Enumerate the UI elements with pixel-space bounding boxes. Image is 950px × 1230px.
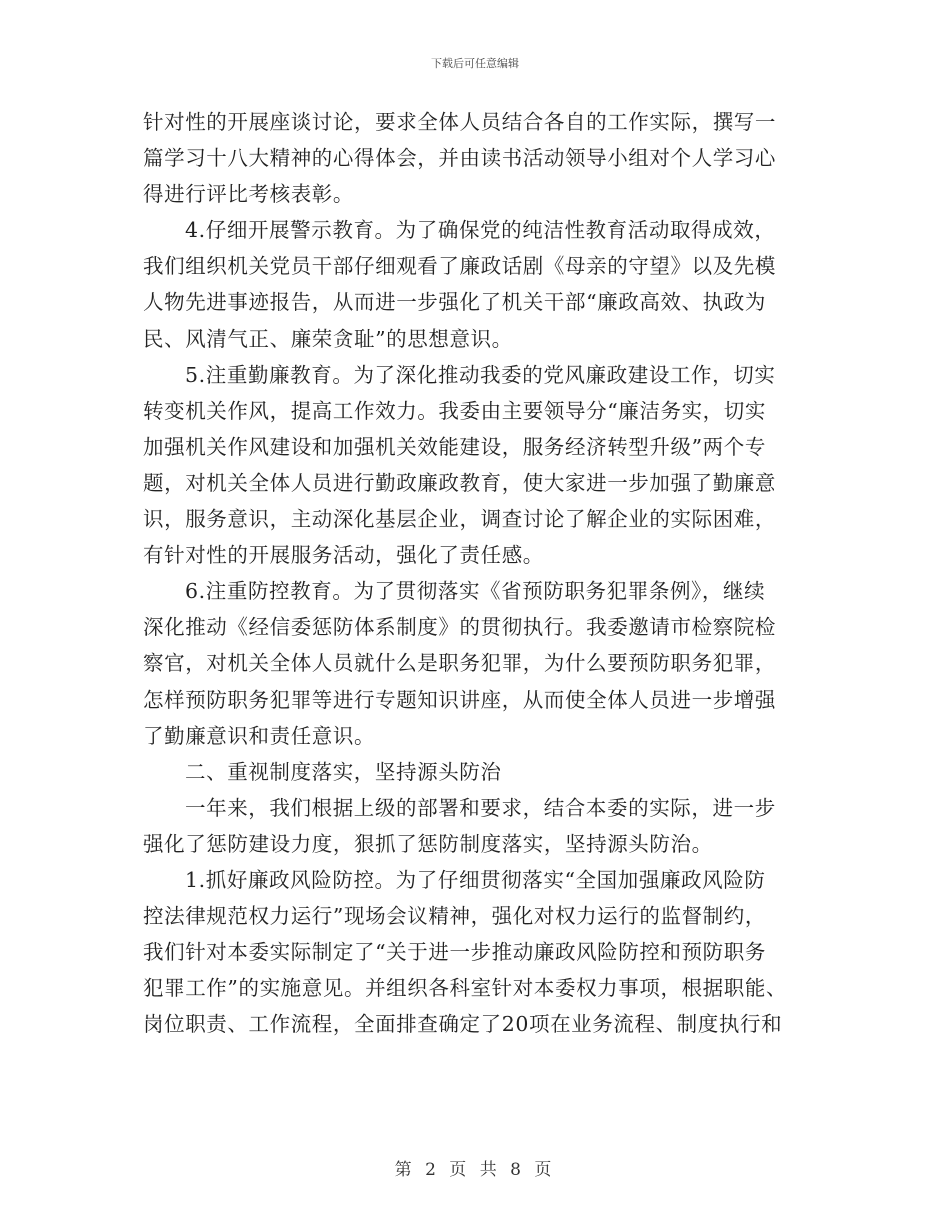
text-line: 转变机关作风，提高工作效力。我委由主要领导分“廉洁务实，切实 [143,398,766,423]
text-line: 深化推动《经信委惩防体系制度》的贯彻执行。我委邀请市检察院检 [143,615,776,640]
page-header: 下载后可任意编辑 [431,57,519,70]
text-line: 怎样预防职务犯罪等进行专题知识讲座，从而使全体人员进一步增强 [143,687,776,712]
text-line: 5.注重勤廉教育。为了深化推动我委的党风廉政建设工作，切实 [185,362,776,387]
text-line: 了勤廉意识和责任意识。 [143,723,376,748]
text-line: 篇学习十八大精神的心得体会，并由读书活动领导小组对个人学习心 [143,146,776,171]
text-line: 得进行评比考核表彰。 [143,182,354,207]
text-line: 控法律规范权力运行”现场会议精神，强化对权力运行的监督制约， [143,904,766,929]
text-line: 民、风清气正、廉荣贪耻”的思想意识。 [143,326,513,351]
text-line: 犯罪工作”的实施意见。并组织各科室针对本委权力事项，根据职能、 [143,976,788,1001]
text-line: 题，对机关全体人员进行勤政廉政教育，使大家进一步加强了勤廉意 [143,470,776,495]
text-line: 我们组织机关党员干部仔细观看了廉政话剧《母亲的守望》以及先模 [143,254,776,279]
text-line: 针对性的开展座谈讨论，要求全体人员结合各自的工作实际，撰写一 [143,110,776,134]
text-line: 一年来，我们根据上级的部署和要求，结合本委的实际，进一步 [185,795,776,820]
page-number-footer: 第 2 页 共 8 页 [394,1160,556,1180]
text-line: 4.仔细开展警示教育。为了确保党的纯洁性教育活动取得成效， [185,218,776,243]
document-body [143,104,803,1042]
text-line: 识，服务意识，主动深化基层企业，调查讨论了解企业的实际困难， [143,507,776,532]
text-line: 1.抓好廉政风险防控。为了仔细贯彻落实“全国加强廉政风险防 [185,867,766,892]
text-line: 有针对性的开展服务活动，强化了责任感。 [143,543,544,568]
text-line: 岗位职责、工作流程，全面排查确定了20项在业务流程、制度执行和 [143,1012,783,1037]
text-line: 我们针对本委实际制定了“关于进一步推动廉政风险防控和预防职务 [143,940,766,965]
section-heading: 二、重视制度落实，坚持源头防治 [185,759,502,784]
text-line: 6.注重防控教育。为了贯彻落实《省预防职务犯罪条例》，继续 [185,579,766,604]
text-line: 强化了惩防建设力度，狠抓了惩防制度落实，坚持源头防治。 [143,831,713,856]
text-line: 人物先进事迹报告，从而进一步强化了机关干部“廉政高效、执政为 [143,290,766,315]
text-line: 察官，对机关全体人员就什么是职务犯罪，为什么要预防职务犯罪， [143,651,776,676]
text-line: 加强机关作风建设和加强机关效能建设，服务经济转型升级”两个专 [143,434,766,459]
